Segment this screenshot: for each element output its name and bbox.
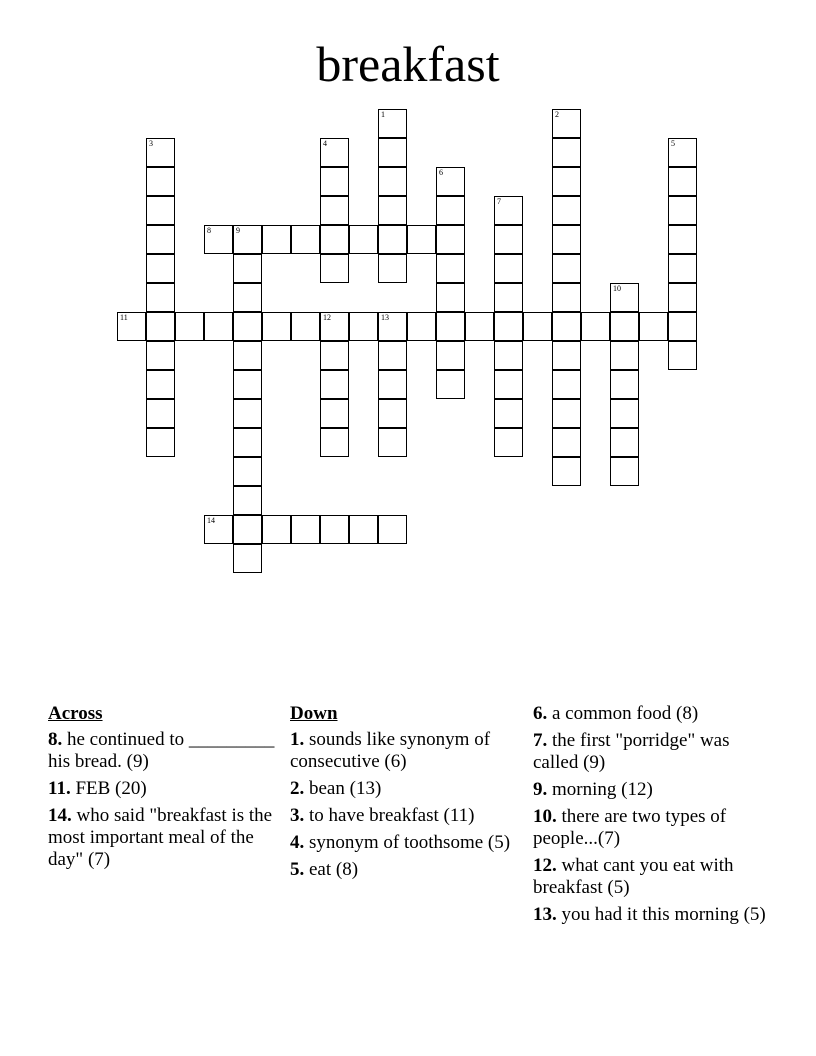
grid-cell[interactable] — [494, 254, 523, 283]
grid-cell[interactable] — [320, 341, 349, 370]
grid-cell[interactable] — [523, 312, 552, 341]
grid-cell[interactable] — [233, 457, 262, 486]
grid-cell[interactable] — [552, 254, 581, 283]
grid-cell[interactable] — [494, 283, 523, 312]
grid-cell[interactable] — [610, 428, 639, 457]
grid-cell[interactable] — [436, 167, 465, 196]
grid-cell[interactable] — [494, 370, 523, 399]
grid-cell[interactable] — [552, 109, 581, 138]
grid-cell[interactable] — [668, 341, 697, 370]
grid-cell[interactable] — [291, 312, 320, 341]
clue — [48, 729, 283, 773]
grid-cell[interactable] — [233, 283, 262, 312]
grid-cell[interactable] — [378, 399, 407, 428]
grid-cell[interactable] — [378, 167, 407, 196]
grid-cell[interactable] — [610, 341, 639, 370]
clue-number: 3. — [290, 805, 305, 826]
grid-cell[interactable] — [320, 138, 349, 167]
grid-cell[interactable] — [233, 544, 262, 573]
clue-number: 5. — [290, 859, 305, 880]
grid-cell[interactable] — [233, 428, 262, 457]
grid-cell[interactable] — [494, 312, 523, 341]
grid-cell[interactable] — [146, 370, 175, 399]
grid-cell[interactable] — [233, 399, 262, 428]
grid-cell[interactable] — [262, 225, 291, 254]
across-clue-list — [48, 729, 283, 871]
grid-cell[interactable] — [378, 196, 407, 225]
cell-number: 8 — [207, 226, 211, 235]
grid-cell[interactable] — [668, 167, 697, 196]
grid-cell[interactable] — [436, 341, 465, 370]
down-clue-list — [290, 729, 525, 881]
grid-cell[interactable] — [552, 283, 581, 312]
grid-cell[interactable] — [233, 225, 262, 254]
grid-cell[interactable] — [552, 370, 581, 399]
cell-number: 14 — [207, 516, 215, 525]
grid-cell[interactable] — [552, 225, 581, 254]
grid-cell[interactable] — [552, 341, 581, 370]
grid-cell[interactable] — [146, 138, 175, 167]
grid-cell[interactable] — [320, 254, 349, 283]
cell-number: 6 — [439, 168, 443, 177]
down-clues-column-1 — [290, 703, 525, 886]
grid-cell[interactable] — [146, 167, 175, 196]
clue-text: bean (13) — [304, 778, 382, 799]
grid-cell[interactable] — [320, 196, 349, 225]
grid-cell[interactable] — [552, 428, 581, 457]
clue-number: 12. — [533, 855, 557, 876]
grid-cell[interactable] — [204, 515, 233, 544]
clue-number: 11. — [48, 778, 71, 799]
grid-cell[interactable] — [233, 254, 262, 283]
grid-cell[interactable] — [349, 312, 378, 341]
down-heading: Down — [290, 703, 338, 724]
clue-number: 13. — [533, 904, 557, 925]
grid-cell[interactable] — [668, 283, 697, 312]
clue-text: morning (12) — [547, 779, 653, 800]
grid-cell[interactable] — [233, 312, 262, 341]
cell-number: 9 — [236, 226, 240, 235]
clue-text: you had it this morning (5) — [556, 904, 766, 925]
grid-cell[interactable] — [581, 312, 610, 341]
grid-cell[interactable] — [378, 109, 407, 138]
grid-cell[interactable] — [494, 225, 523, 254]
grid-cell[interactable] — [320, 399, 349, 428]
grid-cell[interactable] — [552, 196, 581, 225]
clue — [533, 779, 773, 801]
across-clues — [48, 703, 283, 876]
cell-number: 10 — [613, 284, 621, 293]
clue — [290, 859, 525, 881]
clue-text: he continued to _________ his bread. (9) — [48, 729, 275, 772]
clue — [290, 832, 525, 854]
grid-cell[interactable] — [552, 312, 581, 341]
cell-number: 5 — [671, 139, 675, 148]
grid-cell[interactable] — [436, 254, 465, 283]
cell-number: 11 — [120, 313, 128, 322]
grid-cell[interactable] — [494, 399, 523, 428]
clue — [533, 806, 773, 850]
clue-number: 1. — [290, 729, 305, 750]
clue-number: 4. — [290, 832, 305, 853]
grid-cell[interactable] — [175, 312, 204, 341]
grid-cell[interactable] — [146, 283, 175, 312]
grid-cell[interactable] — [378, 312, 407, 341]
clue — [533, 730, 773, 774]
puzzle-title: breakfast — [316, 36, 500, 92]
clue-text: synonym of toothsome (5) — [304, 832, 511, 853]
grid-cell[interactable] — [407, 312, 436, 341]
clue-text: who said "breakfast is the most important meal of the day" (7) — [48, 805, 273, 870]
grid-cell[interactable] — [668, 312, 697, 341]
grid-cell[interactable] — [349, 515, 378, 544]
clue-number: 10. — [533, 806, 557, 827]
grid-cell[interactable] — [233, 341, 262, 370]
clue-number: 7. — [533, 730, 548, 751]
grid-cell[interactable] — [291, 225, 320, 254]
clue-number: 14. — [48, 805, 72, 826]
grid-cell[interactable] — [378, 370, 407, 399]
clue-text: to have breakfast (11) — [304, 805, 475, 826]
clue — [533, 855, 773, 899]
grid-cell[interactable] — [668, 254, 697, 283]
grid-cell[interactable] — [552, 399, 581, 428]
grid-cell[interactable] — [436, 370, 465, 399]
clue-text: eat (8) — [304, 859, 359, 880]
clue — [290, 729, 525, 773]
cell-number: 2 — [555, 110, 559, 119]
grid-cell[interactable] — [494, 428, 523, 457]
clue — [533, 703, 773, 725]
cell-number: 7 — [497, 197, 501, 206]
grid-cell[interactable] — [146, 312, 175, 341]
grid-cell[interactable] — [146, 196, 175, 225]
grid-cell[interactable] — [146, 225, 175, 254]
grid-cell[interactable] — [436, 196, 465, 225]
grid-cell[interactable] — [436, 312, 465, 341]
clue-number: 6. — [533, 703, 548, 724]
grid-cell[interactable] — [146, 341, 175, 370]
grid-cell[interactable] — [552, 457, 581, 486]
grid-cell[interactable] — [146, 254, 175, 283]
grid-cell[interactable] — [668, 196, 697, 225]
grid-cell[interactable] — [610, 283, 639, 312]
grid-cell[interactable] — [407, 225, 436, 254]
grid-cell[interactable] — [320, 167, 349, 196]
grid-cell[interactable] — [320, 225, 349, 254]
grid-cell[interactable] — [320, 515, 349, 544]
clue-text: there are two types of people...(7) — [533, 806, 727, 849]
across-heading: Across — [48, 703, 103, 724]
grid-cell[interactable] — [378, 254, 407, 283]
grid-cell[interactable] — [465, 312, 494, 341]
clue-text: sounds like synonym of consecutive (6) — [290, 729, 491, 772]
grid-cell[interactable] — [233, 515, 262, 544]
grid-cell[interactable] — [262, 312, 291, 341]
grid-cell[interactable] — [320, 312, 349, 341]
grid-cell[interactable] — [146, 428, 175, 457]
down-clues-column-2 — [533, 703, 773, 931]
grid-cell[interactable] — [494, 196, 523, 225]
grid-cell[interactable] — [552, 138, 581, 167]
grid-cell[interactable] — [117, 312, 146, 341]
clue-text: the first "porridge" was called (9) — [533, 730, 730, 773]
grid-cell[interactable] — [378, 341, 407, 370]
grid-cell[interactable] — [349, 225, 378, 254]
grid-cell[interactable] — [204, 312, 233, 341]
grid-cell[interactable] — [639, 312, 668, 341]
clue — [290, 778, 525, 800]
cell-number: 13 — [381, 313, 389, 322]
clue-text: FEB (20) — [70, 778, 147, 799]
cell-number: 12 — [323, 313, 331, 322]
grid-cell[interactable] — [320, 428, 349, 457]
clue — [48, 805, 283, 871]
grid-cell[interactable] — [378, 515, 407, 544]
grid-cell[interactable] — [320, 370, 349, 399]
cell-number: 1 — [381, 110, 385, 119]
grid-cell[interactable] — [610, 457, 639, 486]
grid-cell[interactable] — [233, 486, 262, 515]
grid-cell[interactable] — [610, 370, 639, 399]
grid-cell[interactable] — [668, 138, 697, 167]
grid-cell[interactable] — [262, 515, 291, 544]
grid-cell[interactable] — [610, 399, 639, 428]
grid-cell[interactable] — [436, 283, 465, 312]
clue-text: a common food (8) — [547, 703, 699, 724]
clue-number: 8. — [48, 729, 63, 750]
clue — [290, 805, 525, 827]
grid-cell[interactable] — [436, 225, 465, 254]
grid-cell[interactable] — [233, 370, 262, 399]
cell-number: 4 — [323, 139, 327, 148]
grid-cell[interactable] — [610, 312, 639, 341]
grid-cell[interactable] — [378, 225, 407, 254]
clue-number: 2. — [290, 778, 305, 799]
grid-cell[interactable] — [204, 225, 233, 254]
grid-cell[interactable] — [494, 341, 523, 370]
down-clue-list-continued — [533, 703, 773, 926]
grid-cell[interactable] — [378, 428, 407, 457]
grid-cell[interactable] — [668, 225, 697, 254]
clue-text: what cant you eat with breakfast (5) — [533, 855, 734, 898]
clue — [48, 778, 283, 800]
grid-cell[interactable] — [552, 167, 581, 196]
cell-number: 3 — [149, 139, 153, 148]
clue-number: 9. — [533, 779, 548, 800]
clue — [533, 904, 773, 926]
grid-cell[interactable] — [378, 138, 407, 167]
grid-cell[interactable] — [291, 515, 320, 544]
grid-cell[interactable] — [146, 399, 175, 428]
